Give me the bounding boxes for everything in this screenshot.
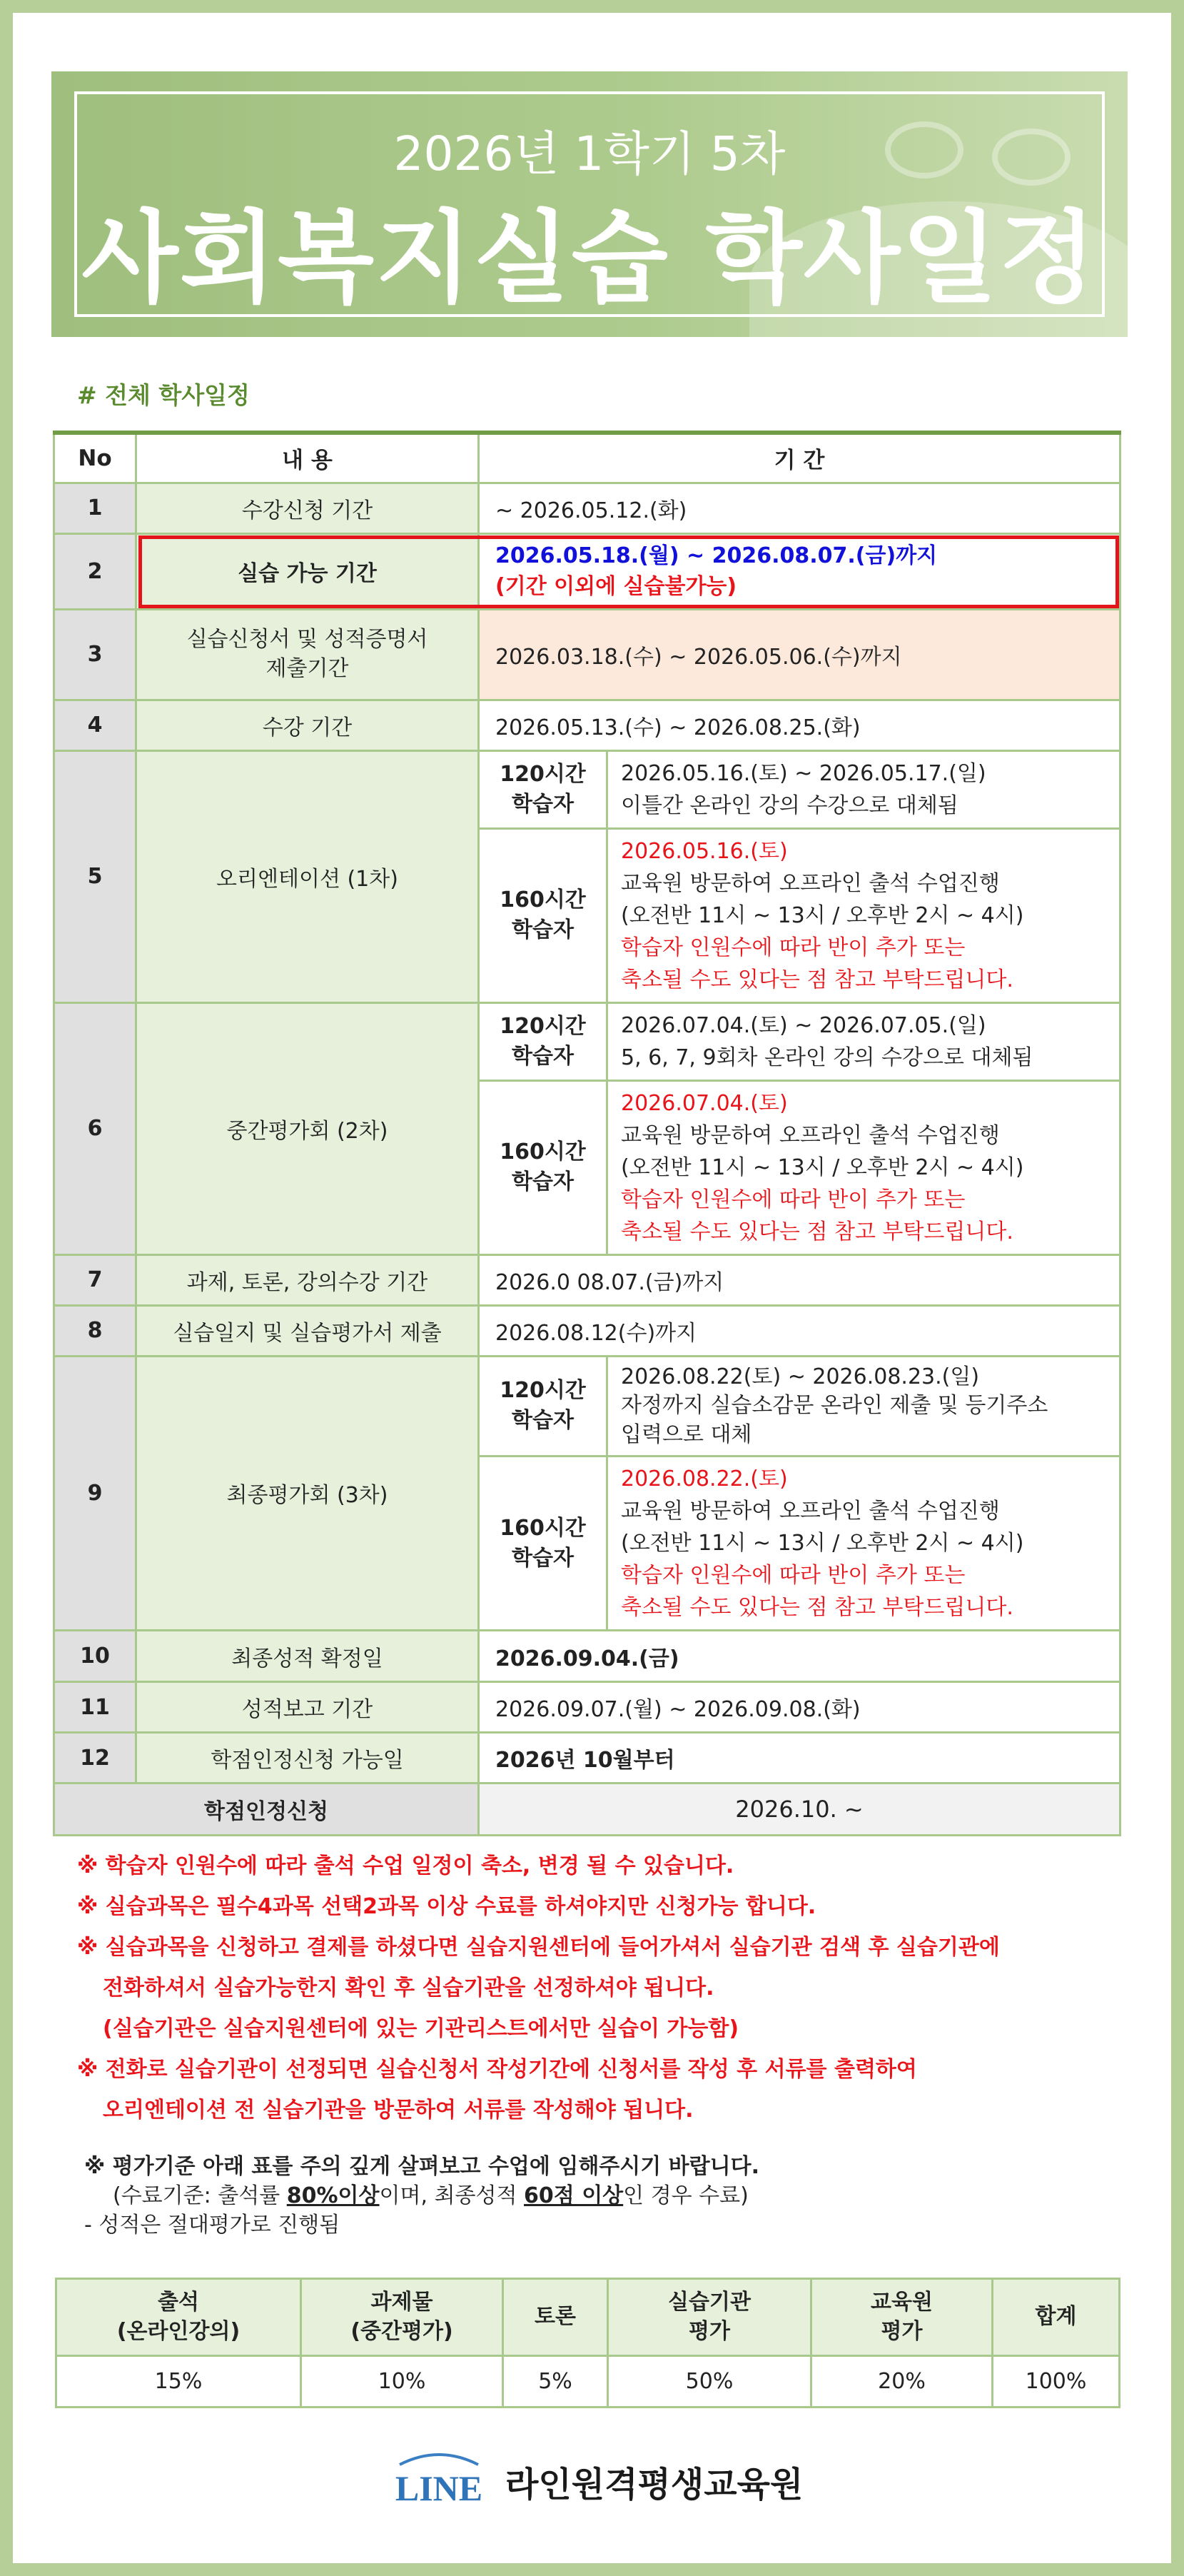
sub-hours: 120시간: [500, 1378, 586, 1404]
row-content: 오리엔테이션 (1차): [136, 750, 479, 1002]
notice-item: ※ 실습과목을 신청하고 결제를 하셨다면 실습지원센터에 들어가셔서 실습기관 검색 후 실습기관에: [77, 1935, 1000, 1960]
detail-note: 축소될 수도 있다는 점 참고 부탁드립니다.: [621, 967, 1013, 992]
detail-line: (오전반 11시 ~ 13시 / 오후반 2시 ~ 4시): [621, 902, 1024, 928]
notice-item: (실습기관은 실습지원센터에 있는 기관리스트에서만 실습이 가능함): [103, 2016, 739, 2041]
notice-item: ※ 전화로 실습기관이 선정되면 실습신청서 작성기간에 신청서를 작성 후 서류를 출력하여: [77, 2057, 917, 2082]
detail-line: (오전반 11시 ~ 13시 / 오후반 2시 ~ 4시): [621, 1154, 1024, 1180]
table-row: [54, 750, 1120, 828]
row-period: 2026.0 08.07.(금)까지: [479, 1254, 1120, 1305]
row-no: 2: [54, 533, 136, 609]
row-no: 3: [54, 609, 136, 700]
detail-note: 학습자 인원수에 따라 반이 추가 또는: [621, 1187, 966, 1212]
evaluation-criteria-line: (수료기준: 출석률 80%이상이며, 최종성적 60점 이상인 경우 수료): [113, 2183, 749, 2208]
line-logo-icon: [385, 2449, 492, 2513]
row-content: 학점인정신청 가능일: [136, 1733, 479, 1783]
row-no: 11: [54, 1682, 136, 1733]
table-row: [54, 483, 1120, 533]
detail-line: 교육원 방문하여 오프라인 출석 수업진행: [621, 1122, 1000, 1148]
sub-learner: 학습자: [512, 791, 574, 817]
detail-date: 2026.07.04.(토): [621, 1090, 788, 1116]
table-row: [54, 1254, 1120, 1305]
row-no: 8: [54, 1305, 136, 1356]
table-row: [54, 1305, 1120, 1356]
score-value: 50%: [608, 2356, 811, 2408]
row-no: 12: [54, 1733, 136, 1783]
sub-learner: 학습자: [512, 1169, 574, 1194]
col-no: No: [54, 433, 136, 483]
table-row: [54, 1682, 1120, 1733]
row-no: 7: [54, 1254, 136, 1305]
detail-date: 2026.08.22.(토): [621, 1466, 788, 1491]
score-header: 출석 (온라인강의): [56, 2279, 301, 2356]
notice-list: [77, 1846, 1133, 2130]
table-row: [54, 1631, 1120, 1682]
schedule-table: [53, 431, 1121, 1836]
detail-line: (오전반 11시 ~ 13시 / 오후반 2시 ~ 4시): [621, 1531, 1024, 1556]
header-banner: [51, 71, 1128, 337]
row-content: 최종성적 확정일: [136, 1631, 479, 1682]
table-row: [54, 533, 1120, 609]
detail-line: 이틀간 온라인 강의 수강으로 대체됨: [621, 793, 958, 818]
table-row: [54, 1733, 1120, 1783]
evaluation-note: - 성적은 절대평가로 진행됨: [84, 2213, 340, 2238]
detail-line: 2026.08.22(토) ~ 2026.08.23.(일): [621, 1364, 980, 1389]
credit-label: 학점인정신청: [54, 1783, 479, 1836]
detail-line: 자정까지 실습소감문 온라인 제출 및 등기주소: [621, 1393, 1048, 1418]
score-value: 20%: [811, 2356, 993, 2408]
evaluation-title: ※ 평가기준 아래 표를 주의 깊게 살펴보고 수업에 임해주시기 바랍니다.: [84, 2154, 759, 2179]
section-title: # 전체 학사일정: [77, 381, 250, 409]
sub-learner: 학습자: [512, 917, 574, 942]
row-period: 2026.09.07.(월) ~ 2026.09.08.(화): [479, 1682, 1120, 1733]
sub-hours: 160시간: [500, 887, 586, 912]
score-value: 5%: [503, 2356, 608, 2408]
row-content-line1: 실습신청서 및 성적증명서: [186, 627, 428, 652]
row-no: 9: [54, 1356, 136, 1631]
table-row: [54, 1356, 1120, 1456]
sub-learner: 학습자: [512, 1043, 574, 1069]
detail-date: 2026.05.16.(토): [621, 838, 788, 864]
row-content-line2: 제출기간: [265, 655, 349, 681]
score-value: 10%: [301, 2356, 503, 2408]
row-period: 2026년 10월부터: [479, 1733, 1120, 1783]
detail-note: 학습자 인원수에 따라 반이 추가 또는: [621, 1563, 966, 1588]
row-period: 2026.03.18.(수) ~ 2026.05.06.(수)까지: [479, 609, 1120, 700]
institution-logo: [385, 2449, 803, 2513]
svg-text:LINE: LINE: [395, 2468, 483, 2508]
sub-hours: 120시간: [500, 761, 586, 787]
row-no: 6: [54, 1002, 136, 1254]
row-content: 실습일지 및 실습평가서 제출: [136, 1305, 479, 1356]
institution-name: 라인원격평생교육원: [505, 2464, 804, 2505]
detail-line: 교육원 방문하여 오프라인 출석 수업진행: [621, 870, 1000, 896]
row-content: 수강신청 기간: [136, 483, 479, 533]
detail-line: 교육원 방문하여 오프라인 출석 수업진행: [621, 1499, 1000, 1524]
table-row: [54, 1783, 1120, 1836]
score-header: 교육원 평가: [811, 2279, 993, 2356]
banner-title: 사회복지실습 학사일정: [81, 201, 1098, 317]
score-header: 실습기관 평가: [608, 2279, 811, 2356]
score-value: 15%: [56, 2356, 301, 2408]
row-no: 4: [54, 700, 136, 750]
row-no: 5: [54, 750, 136, 1002]
row-content: 과제, 토론, 강의수강 기간: [136, 1254, 479, 1305]
sub-hours: 120시간: [500, 1013, 586, 1039]
row-content: 중간평가회 (2차): [136, 1002, 479, 1254]
notice-item: 오리엔테이션 전 실습기관을 방문하여 서류를 작성해야 됩니다.: [103, 2098, 694, 2123]
detail-line: 입력으로 대체: [621, 1422, 752, 1447]
table-row: [54, 1002, 1120, 1080]
detail-note: 학습자 인원수에 따라 반이 추가 또는: [621, 935, 966, 960]
row-period: 2026.08.12(수)까지: [479, 1305, 1120, 1356]
sub-hours: 160시간: [500, 1139, 586, 1164]
detail-line: 2026.07.04.(토) ~ 2026.07.05.(일): [621, 1012, 986, 1038]
row-period: 2026.09.04.(금): [479, 1631, 1120, 1682]
banner-subtitle: 2026년 1학기 5차: [393, 126, 786, 181]
row-no: 1: [54, 483, 136, 533]
sub-learner: 학습자: [512, 1408, 574, 1434]
practice-warning: (기간 이외에 실습불가능): [495, 574, 737, 599]
col-period: 기 간: [479, 433, 1120, 483]
sub-hours: 160시간: [500, 1515, 586, 1541]
row-content: 최종평가회 (3차): [136, 1356, 479, 1631]
table-row: [54, 609, 1120, 700]
row-content: 성적보고 기간: [136, 1682, 479, 1733]
row-content: 실습 가능 기간: [136, 533, 479, 609]
evaluation-criteria: [84, 2152, 759, 2240]
score-table: [55, 2278, 1120, 2408]
table-row: [54, 700, 1120, 750]
notice-item: ※ 실습과목은 필수4과목 선택2과목 이상 수료를 하셔야지만 신청가능 합니다.: [77, 1894, 816, 1919]
score-value: 100%: [993, 2356, 1120, 2408]
credit-date: 2026.10. ~: [479, 1783, 1120, 1836]
notice-item: 전화하셔서 실습가능한지 확인 후 실습기관을 선정하셔야 됩니다.: [103, 1976, 714, 2001]
row-period: 2026.05.13.(수) ~ 2026.08.25.(화): [479, 700, 1120, 750]
notice-item: ※ 학습자 인원수에 따라 출석 수업 일정이 축소, 변경 될 수 있습니다.: [77, 1853, 734, 1878]
row-content: 수강 기간: [136, 700, 479, 750]
score-header: 토론: [503, 2279, 608, 2356]
sub-learner: 학습자: [512, 1545, 574, 1571]
score-header: 과제물 (중간평가): [301, 2279, 503, 2356]
detail-note: 축소될 수도 있다는 점 참고 부탁드립니다.: [621, 1219, 1013, 1244]
score-header: 합계: [993, 2279, 1120, 2356]
row-no: 10: [54, 1631, 136, 1682]
detail-line: 2026.05.16.(토) ~ 2026.05.17.(일): [621, 760, 986, 786]
detail-note: 축소될 수도 있다는 점 참고 부탁드립니다.: [621, 1595, 1013, 1620]
detail-line: 5, 6, 7, 9회차 온라인 강의 수강으로 대체됨: [621, 1045, 1033, 1070]
practice-period: 2026.05.18.(월) ~ 2026.08.07.(금)까지: [495, 543, 938, 568]
row-period: ~ 2026.05.12.(화): [479, 483, 1120, 533]
col-content: 내 용: [136, 433, 479, 483]
